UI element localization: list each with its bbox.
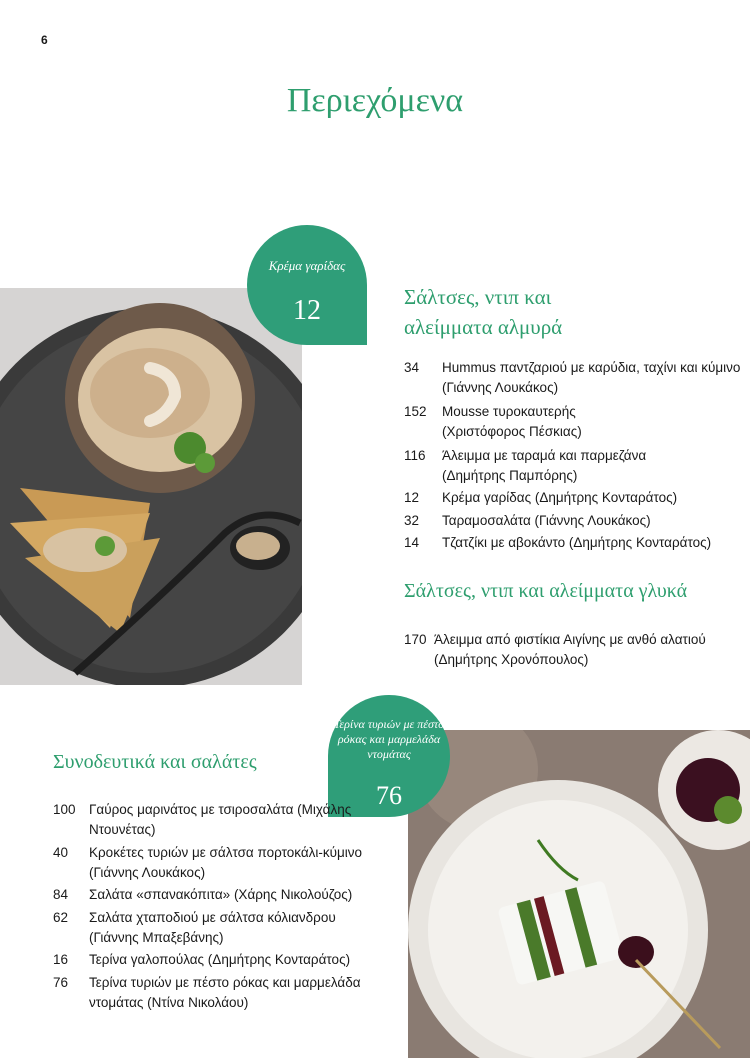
entry-page: 100 <box>53 802 76 817</box>
entry-page: 152 <box>404 404 427 419</box>
toc-entry <box>404 358 750 398</box>
toc-entry <box>53 950 413 970</box>
featured-recipe-badge-terrine <box>328 695 450 817</box>
toc-entry <box>53 800 413 840</box>
toc-entry <box>404 630 750 670</box>
entry-page: 170 <box>404 632 427 647</box>
entry-page: 14 <box>404 535 420 550</box>
entry-text: Σαλάτα «σπανακόπιτα» (Χάρης Νικολούζος) <box>89 887 353 902</box>
entry-text: Ταραμοσαλάτα (Γιάννης Λουκάκος) <box>442 513 651 528</box>
entry-page: 40 <box>53 845 69 860</box>
entry-page: 76 <box>53 975 69 990</box>
entry-text: Σαλάτα χταποδιού με σάλτσα κόλιανδρου (Γιάννης Μπαξεβάνης) <box>89 910 336 945</box>
entry-page: 62 <box>53 910 69 925</box>
toc-entry <box>53 885 413 905</box>
toc-entry <box>404 446 750 486</box>
entry-page: 84 <box>53 887 69 902</box>
entry-text: Mousse τυροκαυτερής (Χριστόφορος Πέσκιας) <box>442 404 582 439</box>
toc-entry <box>404 402 750 442</box>
entry-page: 12 <box>404 490 420 505</box>
entry-text: Τερίνα τυριών με πέστο ρόκας και μαρμελάδα ντομάτας (Ντίνα Νικολάου) <box>89 975 361 1010</box>
section-title-sides: Συνοδευτικά και σαλάτες <box>53 751 257 773</box>
toc-entry <box>53 843 413 883</box>
page-title: Περιεχόμενα <box>286 82 464 119</box>
section-title-line2: αλείμματα αλμυρά <box>404 315 563 339</box>
toc-entry <box>53 973 413 1013</box>
section-title-savory <box>404 282 734 342</box>
entry-text: Κρέμα γαρίδας (Δημήτρης Κονταράτος) <box>442 490 678 505</box>
entry-page: 116 <box>404 448 426 463</box>
badge-label: Κρέμα γαρίδας <box>268 258 346 273</box>
toc-entry <box>404 511 750 531</box>
entry-text: Τερίνα γαλοπούλας (Δημήτρης Κονταράτος) <box>89 952 351 967</box>
entry-text: Άλειμμα με ταραμά και παρμεζάνα (Δημήτρης Παμπόρης) <box>442 448 647 483</box>
entry-text: Γαύρος μαρινάτος με τσιροσαλάτα (Μιχάλης Ντουνέτας) <box>89 802 352 837</box>
entry-page: 16 <box>53 952 69 967</box>
section-title-sweet: Σάλτσες, ντιπ και αλείμματα γλυκά <box>404 580 688 602</box>
entry-page: 34 <box>404 360 420 375</box>
page-number: 6 <box>41 33 48 47</box>
section-title-line1: Σάλτσες, ντιπ και <box>404 285 552 309</box>
shrimp-cream-photo <box>0 288 302 685</box>
badge-page: 12 <box>293 295 321 326</box>
entry-text: Κροκέτες τυριών με σάλτσα πορτοκάλι-κύμινο (Γιάννης Λουκάκος) <box>89 845 363 880</box>
toc-entry <box>53 908 413 948</box>
cheese-terrine-photo <box>408 730 750 1058</box>
toc-entry <box>404 488 750 508</box>
entry-text: Άλειμμα από φιστίκια Αιγίνης με ανθό αλατιού (Δημήτρης Χρονόπουλος) <box>434 632 706 667</box>
entry-text: Τζατζίκι με αβοκάντο (Δημήτρης Κονταράτος) <box>442 535 712 550</box>
entry-text: Hummus παντζαριού με καρύδια, ταχίνι και κύμινο (Γιάννης Λουκάκος) <box>442 360 741 395</box>
badge-label: Τερίνα τυριών με πέστο ρόκας και μαρμελάδα ντομάτας <box>333 717 445 761</box>
toc-entry <box>404 533 750 553</box>
entry-page: 32 <box>404 513 420 528</box>
featured-recipe-badge-shrimp <box>247 225 367 345</box>
badge-page: 76 <box>376 781 402 810</box>
